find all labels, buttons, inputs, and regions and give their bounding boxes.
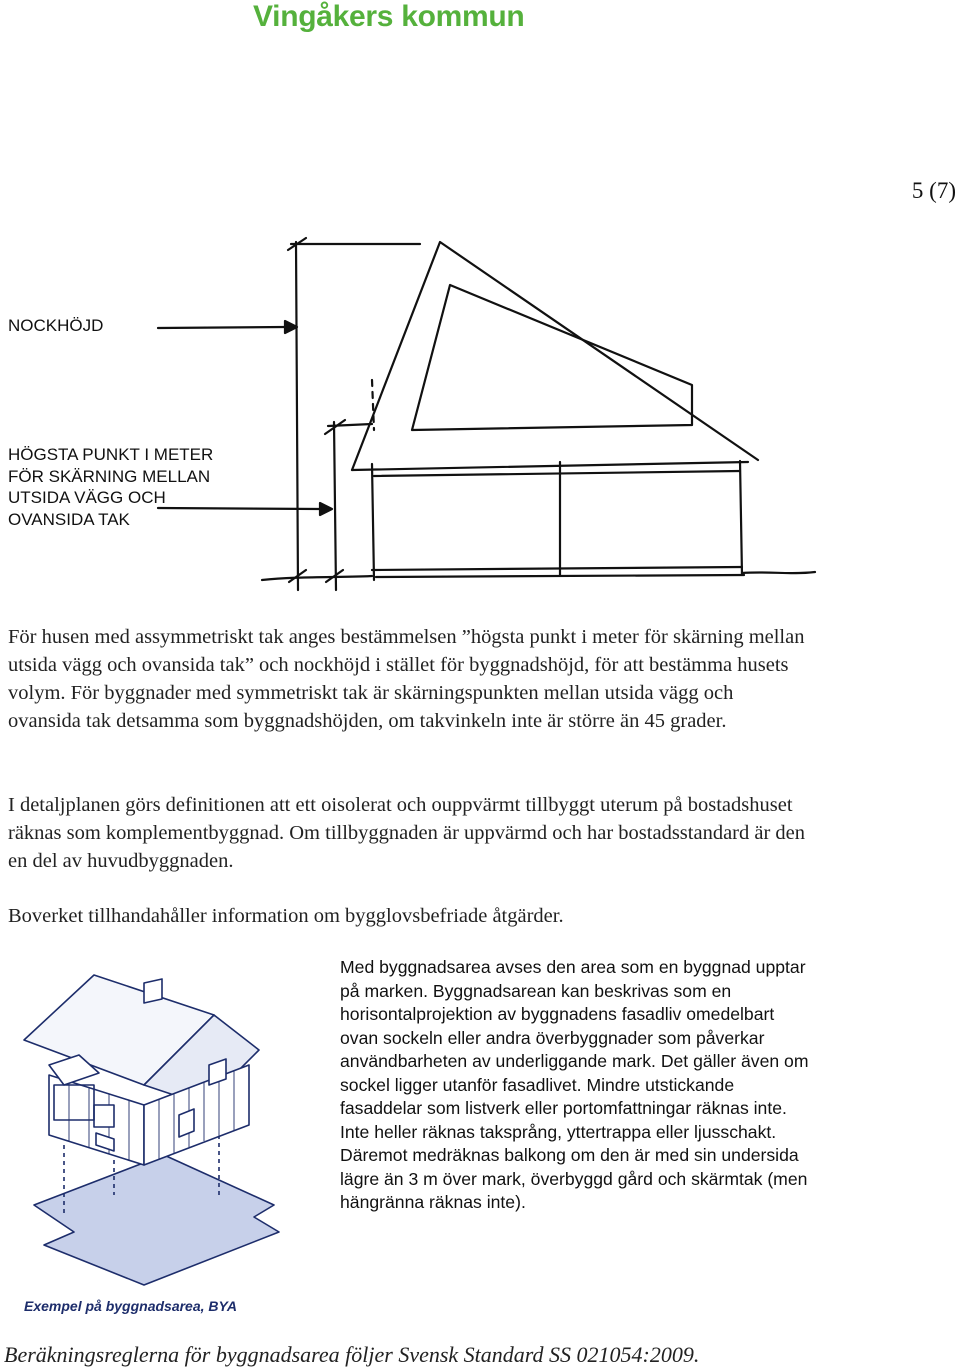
house-section-sketch [0, 230, 960, 600]
highest-point-label-line: HÖGSTA PUNKT I METER [8, 445, 214, 464]
organization-header: Vingåkers kommun [253, 0, 525, 33]
arrow-highest-head [320, 503, 332, 515]
standard-footnote: Beräkningsreglerna för byggnadsarea följer Svensk Standard SS 021054:2009. [4, 1342, 700, 1367]
building-area-illustration [4, 955, 304, 1295]
footprint-shape [34, 1155, 279, 1285]
page-number: 5 (7) [911, 178, 956, 203]
highest-point-label-line: FÖR SKÄRNING MELLAN [8, 466, 211, 486]
arrow-ridge-head [285, 321, 297, 333]
ridge-height-label: NOCKHÖJD [8, 316, 104, 335]
body-paragraph: I detaljplanen görs definitionen att ett oisolerat och ouppvärmt tillbyggt uterum på bostadshuset räknas som komplementbyggnad. Om tillbyggnaden är uppvärmd och har bostadsstandard är den en del av huvudbyggnaden. [8, 794, 806, 872]
highest-point-label-line: OVANSIDA TAK [8, 509, 130, 529]
arrow-ridge-line [158, 327, 285, 328]
body-paragraph: För husen med assymmetriskt tak anges bestämmelsen ”högsta punkt i meter för skärning mellan utsida vägg och ovansida tak” och nockhöjd i stället för byggnadshöjd, för att bestämma husets volym. För byggnader med symmetriskt tak är skärningspunkten mellan utsida vägg och ovansida tak detsamma som byggnadshöjden, om takvinkeln inte är större än 45 grader. [8, 626, 805, 732]
highest-point-label [8, 444, 213, 530]
highest-point-label-line: UTSIDA VÄGG OCH [8, 488, 166, 507]
body-paragraph: Boverket tillhandahåller information om bygglovsbefriade åtgärder. [8, 905, 564, 927]
illustration-caption: Exempel på byggnadsarea, BYA [24, 1298, 237, 1314]
building-area-description: Med byggnadsarea avses den area som en byggnad upptar på marken. Byggnadsarean kan beskrivas som en horisontalprojektion av byggnadens fasadliv omedelbart ovan sockeln eller andra överbyggnader som påverkar användbarheten av underliggande mark. Det gäller även om sockel ligger utanför fasadlivet. Mindre utstickande fasaddelar som listverk eller portomfattningar räknas inte. Inte heller räknas taksprång, yttertrappa eller ljusschakt. Däremot medräknas balkong om den är med sin undersida lägre än 3 m över mark, överbyggd gård och skärmtak (men hängränna räknas inte). [340, 957, 809, 1212]
